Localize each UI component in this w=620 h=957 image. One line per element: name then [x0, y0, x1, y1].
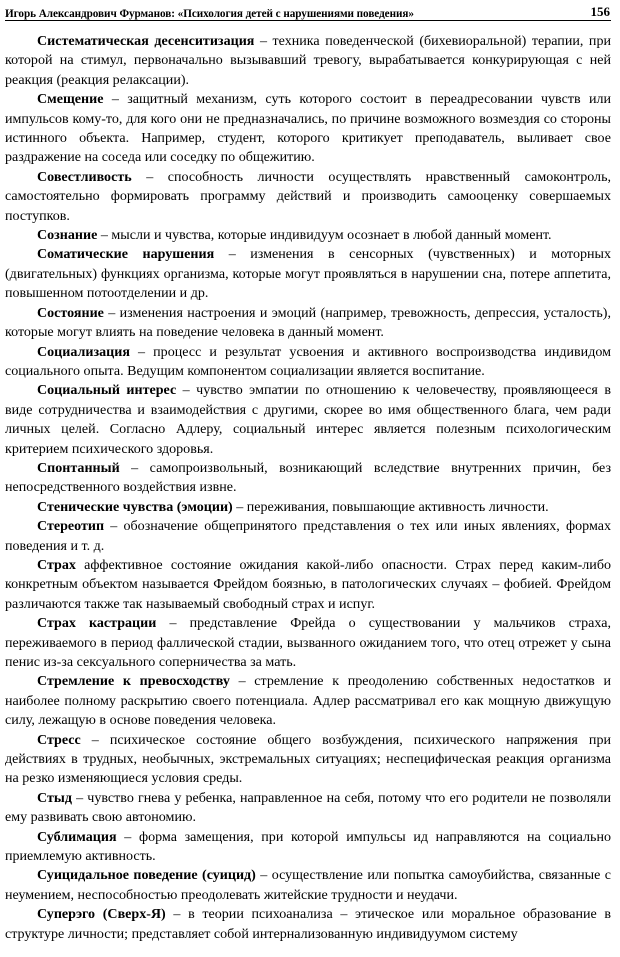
- entry-term: Соматические нарушения: [37, 246, 215, 263]
- glossary-entry: [5, 90, 611, 168]
- glossary-entry: [5, 226, 611, 245]
- glossary-entry: [5, 905, 611, 944]
- entry-term: Стенические чувства (эмоции): [37, 498, 233, 515]
- entry-definition: – изменения в сенсорных (чувственных) и моторных (двигательных) функциях организма, которые могут проявляться в нарушении сна, потере аппетита, повышенном потоотделении и др.: [5, 246, 612, 302]
- entry-definition: – в теории психоанализа – этическое или моральное образование в структуре личности; представляет собой интернализованную индивидуумом систему: [5, 906, 612, 942]
- glossary-entry: [5, 32, 611, 90]
- entry-definition: аффективное состояние ожидания какой-либо опасности. Страх перед каким-либо конкретным объектом называется Фрейдом боязнью, в патологических случаях – фобией. Фрейдом различаются также так называемый свободный страх и испуг.: [5, 556, 611, 612]
- entry-definition: – переживания, повышающие активность личности.: [232, 498, 549, 515]
- glossary: [5, 32, 611, 944]
- entry-definition: – представление Фрейда о существовании у мальчиков страха, переживаемого в период фаллической стадии, вызванного ожиданием того, что отец отрежет у сына пенис из-за сексуального соперничества за мать.: [5, 615, 611, 670]
- entry-term: Страх: [37, 556, 76, 573]
- entry-term: Суицидальное поведение (суицид): [37, 867, 256, 884]
- glossary-entry: [5, 828, 611, 867]
- entry-term: Стыд: [37, 789, 72, 806]
- glossary-entry: [5, 168, 611, 226]
- glossary-entry: [5, 498, 611, 517]
- glossary-entry: [5, 556, 611, 614]
- entry-definition: – процесс и результат усвоения и активного воспроизводства индивидом социального опыта. Ведущим компонентом социализации является воспитание.: [5, 343, 611, 379]
- glossary-entry: [5, 459, 611, 498]
- entry-term: Смещение: [37, 91, 104, 108]
- entry-definition: – форма замещения, при которой импульсы ид направляются на социально приемлемую активность.: [5, 828, 611, 865]
- entry-term: Социализация: [37, 343, 130, 360]
- glossary-entry: [5, 343, 611, 382]
- entry-definition: – самопроизвольный, возникающий вследствие внутренних причин, без непосредственного воздействия извне.: [5, 459, 611, 496]
- entry-term: Спонтанный: [37, 459, 120, 476]
- entry-definition: – техника поведенческой (бихевиоральной) терапии, при которой на стимул, первоначально вызывавший тревогу, вырабатывается конкурирующая с ней реакция (реакция релаксации).: [5, 33, 611, 88]
- glossary-entry: [5, 304, 611, 343]
- glossary-entry: [5, 614, 611, 672]
- entry-term: Сублимация: [37, 828, 117, 845]
- entry-definition: – обозначение общепринятого представления о тех или иных явлениях, формах поведения и т. д.: [5, 518, 611, 554]
- entry-term: Стресс: [37, 731, 81, 748]
- entry-definition: – способность личности осуществлять нравственный самоконтроль, самостоятельно формировать программу действий и производить самооценку совершаемых поступков.: [5, 168, 611, 224]
- book-title: Игорь Александрович Фурманов: «Психология детей с нарушениями поведения»: [5, 8, 414, 20]
- glossary-entry: [5, 381, 611, 459]
- glossary-entry: [5, 731, 611, 789]
- entry-term: Стремление к превосходству: [37, 673, 230, 690]
- entry-term: Социальный интерес: [37, 382, 177, 399]
- entry-definition: – стремление к преодолению собственных недостатков и наиболее полному раскрытию своего потенциала. Адлер рассматривал его как мощную движущую силу, лежащую в основе поведения человека.: [5, 673, 611, 729]
- entry-definition: – мысли и чувства, которые индивидуум осознает в любой данный момент.: [97, 227, 552, 244]
- glossary-entry: [5, 866, 611, 905]
- glossary-entry: [5, 517, 611, 556]
- running-header: [5, 0, 611, 21]
- entry-term: Состояние: [37, 304, 104, 321]
- entry-definition: – психическое состояние общего возбуждения, психического напряжения при действиях в трудных, необычных, экстремальных ситуациях; неспецифическая реакция организма на резко изменяющиеся условия среды.: [5, 731, 611, 787]
- entry-term: Страх кастрации: [37, 615, 157, 632]
- glossary-entry: [5, 789, 611, 828]
- page-number: 156: [590, 4, 610, 19]
- glossary-entry: [5, 245, 611, 303]
- glossary-entry: [5, 672, 611, 730]
- entry-term: Сознание: [37, 227, 98, 244]
- entry-term: Суперэго (Сверх-Я): [37, 906, 166, 923]
- entry-definition: – изменения настроения и эмоций (например, тревожность, депрессия, усталость), которые могут влиять на поведение человека в данный момент.: [5, 304, 611, 341]
- entry-definition: – чувство гнева у ребенка, направленное на себя, потому что его родители не позволяли ему развивать свою автономию.: [5, 789, 611, 826]
- entry-definition: – защитный механизм, суть которого состоит в переадресовании чувств или импульсов кому-то, для кого они не предназначались, по причине возможного возмездия со стороны истинного объекта. Например, студент, которого критикует преподаватель, выливает свое раздражение на соседа или соседку по общежитию.: [5, 91, 611, 166]
- entry-term: Стереотип: [37, 518, 105, 535]
- entry-definition: – осуществление или попытка самоубийства, связанные с неумением, неспособностью преодолевать житейские трудности и неудачи.: [5, 867, 611, 903]
- entry-term: Систематическая десенситизация: [37, 33, 255, 49]
- entry-definition: – чувство эмпатии по отношению к человечеству, проявляющееся в виде сотрудничества и взаимодействия с другими, скорее во имя общественного блага, чем ради личных целей. Согласно Адлеру, социальный интерес является полезным психологическим критерием психического здоровья.: [5, 382, 611, 457]
- entry-term: Совестливость: [37, 168, 132, 185]
